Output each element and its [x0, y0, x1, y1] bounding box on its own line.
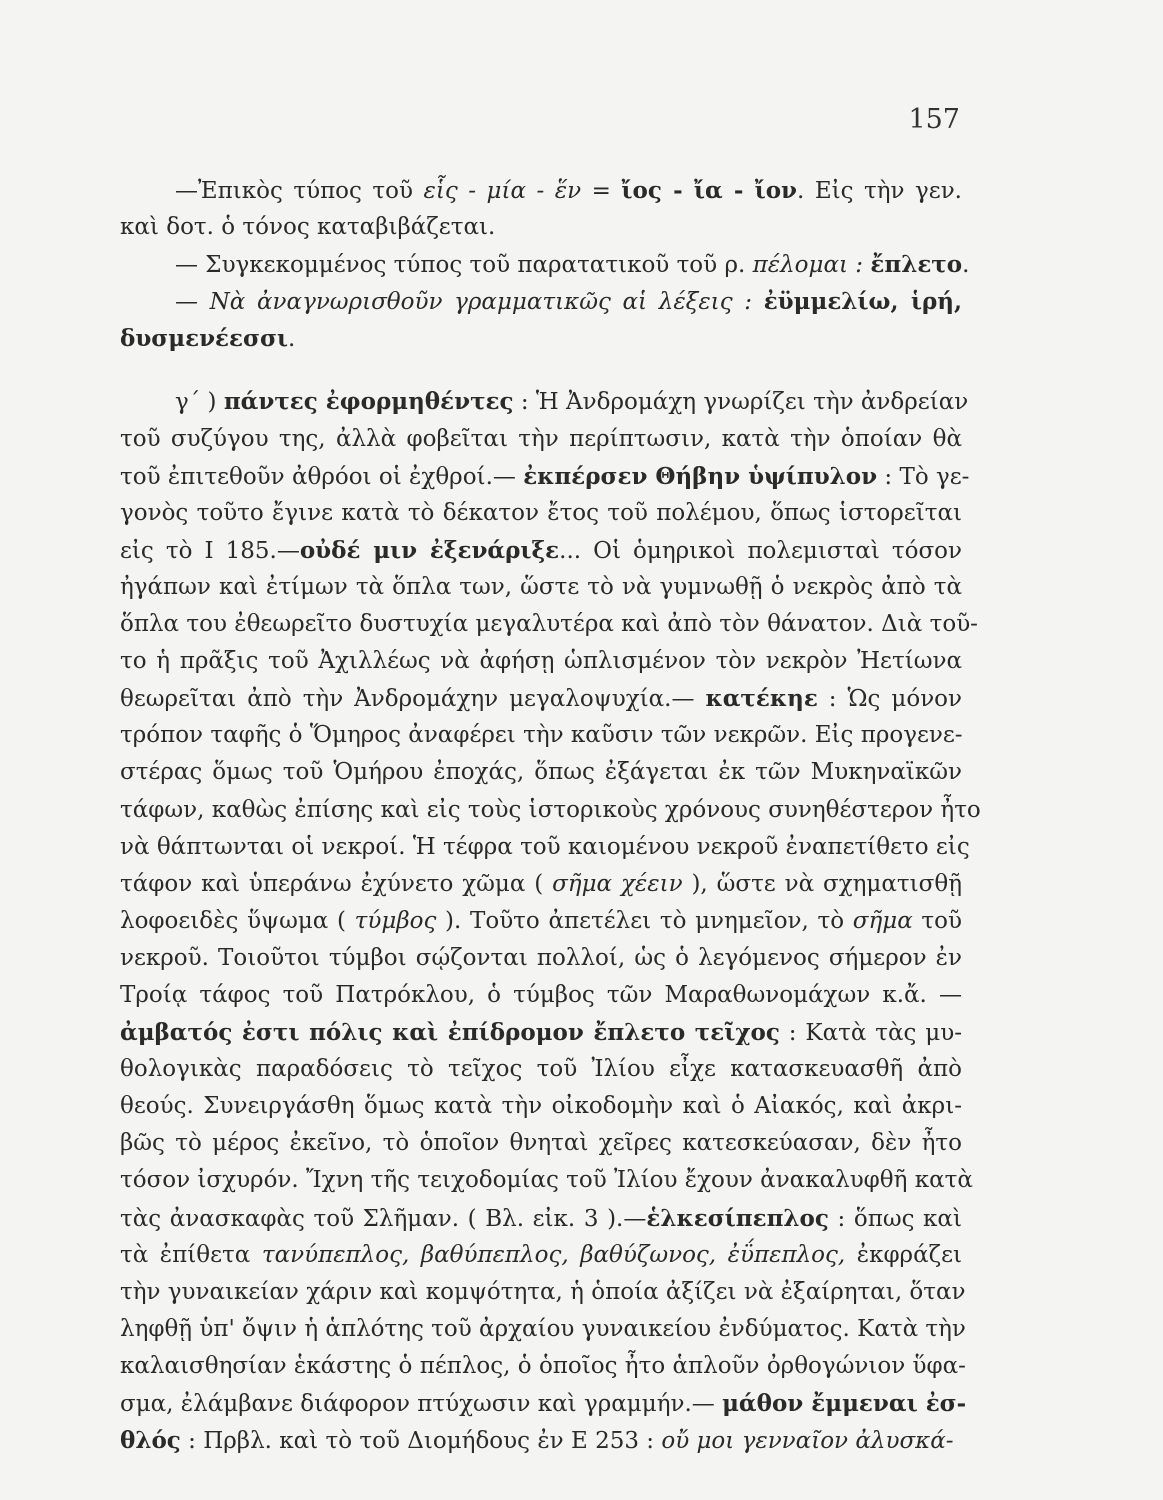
text-line — [120, 1385, 967, 1422]
text-line — [120, 383, 969, 420]
text-span: γ´ ) — [175, 389, 224, 416]
text-span: ). Τοῦτο ἀπετέλει τὸ μνημεῖον, τὸ — [436, 907, 853, 934]
text-span: τοῦ συζύγου της, ἀλλὰ φοβεῖται τὴν περίπτωσιν, κατὰ τὴν ὁποίαν θὰ — [120, 425, 962, 452]
text-line — [120, 209, 962, 246]
text-span: τόσον ἰσχυρόν. Ἴχνη τῆς τειχοδομίας τοῦ Ἰλίου ἔχουν ἀνακαλυφθῆ κατὰ — [120, 1167, 973, 1194]
bold-lemma: ἐκπέρσεν Θήβην ὑψίπυλον — [523, 462, 878, 490]
text-line — [120, 1274, 966, 1311]
text-line — [120, 172, 962, 209]
text-span: τρόπον ταφῆς ὁ Ὅμηρος ἀναφέρει τὴν καῦσιν τῶν νεκρῶν. Εἰς προγενε- — [120, 722, 963, 749]
bold-lemma: δυσμενέεσσι — [120, 325, 289, 353]
bold-lemma: ἔπλετο — [870, 251, 963, 279]
text-line — [120, 940, 962, 977]
text-span: ἐκφράζει — [845, 1241, 963, 1268]
text-line — [120, 532, 962, 569]
text-span: στέρας ὅμως τοῦ Ὁμήρου ἐποχάς, ὅπως ἐξάγεται ἐκ τῶν Μυκηναϊκῶν — [120, 759, 962, 786]
text-span: . — [288, 326, 296, 353]
text-line — [120, 246, 970, 283]
text-line — [120, 1422, 962, 1459]
text-span: τὰ ἐπίθετα — [120, 1241, 262, 1268]
text-line — [120, 643, 962, 680]
text-span: τὴν γυναικείαν χάριν καὶ κομψότητα, ἡ ὁποία ἀξίζει νὰ ἐξαίρηται, ὅταν — [120, 1278, 966, 1305]
text-span: . — [962, 252, 970, 279]
italic-text: σῆμα — [852, 907, 913, 934]
text-span: Τροίᾳ τάφος τοῦ Πατρόκλου, ὁ τύμβος τῶν Μαραθωνομάχων κ.ἄ. — — [120, 981, 962, 1008]
italic-text: εἷς - μία - ἕν — [423, 178, 582, 204]
bold-lemma: ἀμβατός ἐστι πόλις καὶ ἐπίδρομον ἔπλετο τεῖχος — [120, 1019, 780, 1047]
text-span: — Συγκεκομμένος τύπος τοῦ παρατατικοῦ τοῦ ρ. — [175, 252, 753, 279]
bold-lemma: ἴος - ἴα - ἴον — [621, 177, 798, 204]
text-line — [120, 903, 962, 940]
bold-lemma: ἑλκεσίπεπλος — [646, 1204, 829, 1232]
text-line — [120, 717, 962, 754]
text-span: θεούς. Συνειργάσθη ὅμως κατὰ τὴν οἰκοδομὴν καὶ ὁ Αἰακός, καὶ ἀκρι- — [120, 1093, 962, 1120]
text-span: . Εἰς τὴν γεν. — [797, 178, 962, 204]
text-line — [120, 866, 962, 903]
text-span: ἠγάπων καὶ ἐτίμων τὰ ὅπλα των, ὥστε τὸ νὰ γυμνωθῇ ὁ νεκρὸς ἀπὸ τὰ — [120, 573, 962, 600]
text-span: ), ὥστε νὰ σχηματισθῇ — [682, 870, 962, 897]
text-line — [120, 569, 962, 606]
text-span: τάφον καὶ ὑπεράνω ἐχύνετο χῶμα ( — [120, 870, 553, 897]
text-line — [120, 1051, 962, 1088]
text-span: : ὅπως καὶ — [828, 1205, 962, 1232]
text-line — [120, 1014, 962, 1051]
text-span: ὅπλα του ἐθεωρεῖτο δυστυχία μεγαλυτέρα καὶ ἀπὸ τὸν θάνατον. Διὰ τοῦ- — [120, 611, 978, 638]
text-span: σμα, ἐλάμβανε διάφορον πτύχωσιν καὶ γραμμήν.— — [120, 1391, 723, 1417]
text-span: τοῦ — [912, 907, 962, 934]
text-span: νὰ θάπτωνται οἱ νεκροί. Ἡ τέφρα τοῦ καιομένου νεκροῦ ἐναπετίθετο εἰς — [120, 833, 970, 860]
text-line — [120, 977, 962, 1014]
italic-text: — Νὰ ἀναγνωρισθοῦν γραμματικῶς αἱ λέξεις : — [175, 289, 753, 316]
text-line — [120, 1237, 962, 1274]
italic-text: τανύπεπλος, βαθύπεπλος, βαθύζωνος, ἐΰπεπλος, — [261, 1241, 846, 1268]
text-line — [120, 754, 962, 791]
page-number: 157 — [908, 104, 960, 135]
text-span: —Ἐπικὸς τύπος τοῦ — [175, 178, 424, 204]
bold-lemma: οὐδέ μιν ἐξενάριξε — [299, 536, 560, 564]
text-span: : Κατὰ τὰς μυ- — [779, 1020, 962, 1047]
text-span: τὰς ἀνασκαφὰς τοῦ Σλῆμαν. ( Βλ. εἰκ. 3 ).— — [120, 1205, 647, 1232]
text-span: καλαισθησίαν ἑκάστης ὁ πέπλος, ὁ ὁποῖος ἦτο ἁπλοῦν ὀρθογώνιον ὕφα- — [120, 1352, 966, 1379]
text-span: γονὸς τοῦτο ἔγινε κατὰ τὸ δέκατον ἔτος τοῦ πολέμου, ὅπως ἱστορεῖται — [120, 499, 962, 526]
text-span: : Ἡ Ἀνδρομάχη γνωρίζει τὴν ἀνδρείαν — [513, 389, 969, 416]
paragraph-gap — [120, 357, 962, 383]
text-line — [120, 283, 962, 320]
text-span: λοφοειδὲς ὕψωμα ( — [120, 907, 355, 934]
bold-lemma: κατέκηε — [705, 685, 818, 713]
text-span: τοῦ ἐπιτεθοῦν ἀθρόοι οἱ ἐχθροί.— — [120, 463, 524, 490]
text-span: θολογικὰς παραδόσεις τὸ τεῖχος τοῦ Ἰλίου εἶχε κατασκευασθῆ ἀπὸ — [120, 1056, 962, 1083]
text-span: νεκροῦ. Τοιοῦτοι τύμβοι σῴζονται πολλοί, ὡς ὁ λεγόμενος σήμερον ἐν — [120, 944, 962, 971]
text-line — [120, 1125, 962, 1162]
text-line — [120, 1348, 966, 1385]
text-span: ληφθῇ ὑπ' ὄψιν ἡ ἁπλότης τοῦ ἀρχαίου γυναικείου ἐνδύματος. Κατὰ τὴν — [120, 1315, 966, 1342]
text-span — [752, 289, 764, 315]
text-line — [120, 1088, 962, 1125]
text-span: βῶς τὸ μέρος ἐκεῖνο, τὸ ὁποῖον θνηταὶ χεῖρες κατεσκεύασαν, δὲν ἦτο — [120, 1130, 962, 1157]
text-span: : Πρβλ. καὶ τὸ τοῦ Διομήδους ἐν Ε 253 : — [180, 1428, 662, 1455]
text-span: τάφων, καθὼς ἐπίσης καὶ εἰς τοὺς ἱστορικοὺς χρόνους συνηθέστερον ἦτο — [120, 796, 981, 823]
bold-lemma: θλός — [120, 1427, 181, 1455]
italic-text: τύμβος — [354, 907, 437, 934]
text-span: = — [581, 178, 622, 204]
italic-text: οὔ μοι γενναῖον ἀλυσκά- — [661, 1428, 954, 1455]
text-span: : Ὡς μόνον — [817, 686, 963, 713]
text-line — [120, 792, 981, 829]
text-line — [120, 421, 962, 458]
bold-lemma: μάθον ἔμμεναι ἐσ- — [722, 1390, 967, 1417]
text-line — [120, 606, 978, 643]
text-span: θεωρεῖται ἀπὸ τὴν Ἀνδρομάχην μεγαλοψυχία.— — [120, 686, 706, 713]
text-line — [120, 829, 970, 866]
text-line — [120, 1162, 973, 1199]
text-span: το ἡ πρᾶξις τοῦ Ἀχιλλέως νὰ ἀφήσῃ ὡπλισμένον τὸν νεκρὸν Ἠετίωνα — [120, 648, 962, 675]
text-line — [120, 320, 962, 357]
text-span: ... Οἱ ὁμηρικοὶ πολεμισταὶ τόσον — [559, 537, 962, 564]
italic-text: πέλομαι : — [752, 252, 864, 279]
bold-lemma: ἐϋμμελίω, ἱρή, — [763, 288, 962, 316]
text-line — [120, 1311, 966, 1348]
text-span: καὶ δοτ. ὁ τόνος καταβιβάζεται. — [120, 214, 496, 241]
bold-lemma: πάντες ἐφορμηθέντες — [223, 388, 514, 416]
text-line — [120, 495, 962, 532]
text-span: εἰς τὸ Ι 185.— — [120, 537, 300, 564]
text-span: : Τὸ γε- — [877, 463, 970, 490]
text-line — [120, 680, 962, 717]
text-line — [120, 458, 970, 495]
italic-text: σῆμα χέειν — [552, 870, 683, 897]
commentary-text — [120, 172, 981, 1459]
text-line — [120, 1200, 962, 1237]
